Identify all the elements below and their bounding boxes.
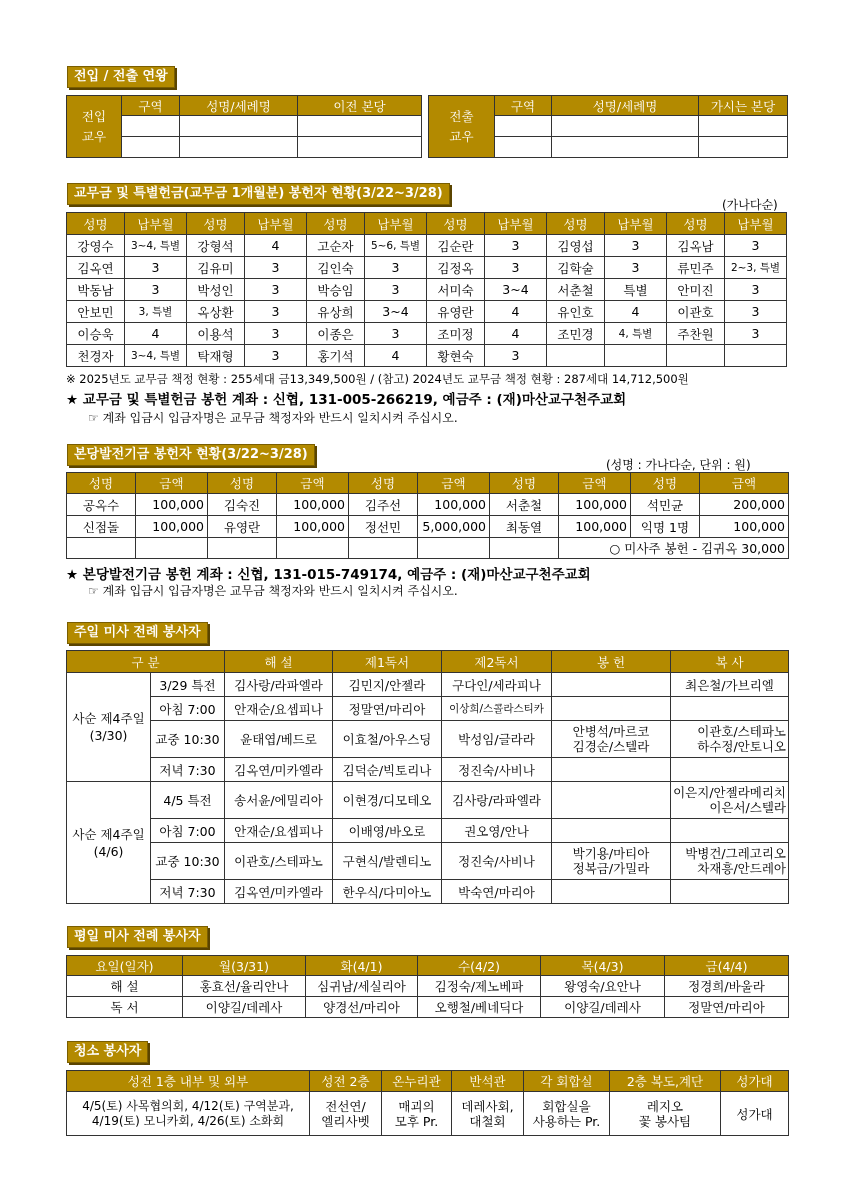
donor-name: 서춘철 [547, 279, 605, 301]
cleaning-cell: 매괴의 모후 Pr. [382, 1092, 452, 1136]
donor-month: 3 [725, 279, 787, 301]
transfer-out-table [428, 95, 788, 158]
donor-month: 3 [245, 279, 307, 301]
cleaning-title: 청소 봉사자 [67, 1041, 148, 1063]
donor-name: 류민주 [667, 257, 725, 279]
donor-name: 강영수 [67, 235, 125, 257]
minister-cell: 정진숙/사비나 [442, 843, 552, 880]
donor-month: 3 [125, 279, 187, 301]
minister-cell: 김정숙/제노베파 [418, 976, 541, 997]
minister-cell: 이상희/스콜라스티카 [442, 697, 552, 721]
minister-cell [552, 880, 671, 904]
donor-name: 유상희 [307, 301, 365, 323]
minister-cell [671, 758, 789, 782]
minister-cell: 송서윤/에밀리아 [225, 782, 333, 819]
header-cell: 온누리관 [382, 1071, 452, 1092]
donor-month: 4 [605, 301, 667, 323]
donor-name: 유영란 [208, 516, 277, 538]
donor-name: 최동열 [490, 516, 559, 538]
header-cell: 수(4/2) [418, 956, 541, 976]
empty-cell [418, 538, 490, 559]
minister-cell: 안재순/요셉피나 [225, 819, 333, 843]
table-header [67, 651, 789, 673]
header-cell: 구역 [122, 96, 180, 116]
donor-name: 공옥수 [67, 494, 136, 516]
minister-cell [671, 880, 789, 904]
donor-name: 김숙진 [208, 494, 277, 516]
header-cell: 목(4/3) [541, 956, 665, 976]
minister-cell: 최은철/가브리엘 [671, 673, 789, 697]
table-row [67, 279, 787, 301]
header-cell: 성명 [349, 473, 418, 494]
donor-name: 이관호 [667, 301, 725, 323]
minister-cell: 이양길/데레사 [541, 997, 665, 1018]
donor-name: 조미정 [427, 323, 485, 345]
header-cell: 제1독서 [333, 651, 442, 673]
donor-amount: 100,000 [700, 516, 789, 538]
header-cell: 봉 헌 [552, 651, 671, 673]
donor-name: 천경자 [67, 345, 125, 367]
donor-month: 3, 특별 [125, 301, 187, 323]
donor-name: 서춘철 [490, 494, 559, 516]
minister-cell: 이배영/바오로 [333, 819, 442, 843]
minister-cell: 정말연/마리아 [665, 997, 789, 1018]
donor-month: 3~4 [485, 279, 547, 301]
header-cell: 성명 [631, 473, 700, 494]
mass-time: 교중 10:30 [151, 721, 225, 758]
minister-cell: 안병석/마르코 김경순/스텔라 [552, 721, 671, 758]
mass-time: 3/29 특전 [151, 673, 225, 697]
header-cell: 성명 [427, 213, 485, 235]
mass-time: 아침 7:00 [151, 819, 225, 843]
minister-cell: 김옥연/미카엘라 [225, 880, 333, 904]
empty-cell [349, 538, 418, 559]
minister-cell: 이관호/스테파노 [225, 843, 333, 880]
donor-name: 탁재형 [187, 345, 245, 367]
donor-name: 석민균 [631, 494, 700, 516]
donor-month: 특별 [605, 279, 667, 301]
transfer-out-label: 전출 교우 [429, 96, 495, 158]
role-label: 해 설 [67, 976, 183, 997]
header-cell: 복 사 [671, 651, 789, 673]
donor-month: 3~4, 특별 [125, 345, 187, 367]
header-cell: 해 설 [225, 651, 333, 673]
mass-group-label: 사순 제4주일 (3/30) [67, 673, 151, 782]
header-cell: 가시는 본당 [699, 96, 788, 116]
cleaning-cell: 4/5(토) 사목협의회, 4/12(토) 구역분과, 4/19(토) 모니카회, 4/26(토) 소화회 [67, 1092, 310, 1136]
minister-cell: 구다인/세라피나 [442, 673, 552, 697]
donor-amount: 100,000 [136, 494, 208, 516]
header-cell: 납부월 [365, 213, 427, 235]
minister-cell [671, 697, 789, 721]
donor-month: 3 [725, 235, 787, 257]
donor-month: 4 [245, 235, 307, 257]
table-row [67, 494, 789, 516]
header-cell: 금액 [418, 473, 490, 494]
minister-cell [552, 673, 671, 697]
donor-name: 김정옥 [427, 257, 485, 279]
header-cell: 납부월 [725, 213, 787, 235]
header-cell: 화(4/1) [306, 956, 418, 976]
table-row [67, 235, 787, 257]
donor-month: 3 [485, 345, 547, 367]
cleaning-cell: 회합실을 사용하는 Pr. [524, 1092, 610, 1136]
header-cell: 성가대 [721, 1071, 789, 1092]
donor-amount: 100,000 [277, 494, 349, 516]
header-cell: 납부월 [485, 213, 547, 235]
table-row [67, 819, 789, 843]
donor-month: 3 [485, 235, 547, 257]
transfer-in-label: 전입 교우 [67, 96, 122, 158]
donor-name: 김유미 [187, 257, 245, 279]
donor-name: 김주선 [349, 494, 418, 516]
mass-time: 저녁 7:30 [151, 880, 225, 904]
donor-name: 옥상환 [187, 301, 245, 323]
transfer-in-table [66, 95, 422, 158]
minister-cell [552, 782, 671, 819]
donor-amount: 100,000 [418, 494, 490, 516]
donor-month: 3 [725, 323, 787, 345]
header-cell: 요일(일자) [67, 956, 183, 976]
donor-month: 3 [245, 257, 307, 279]
donor-month: 3 [485, 257, 547, 279]
donor-month: 3 [365, 257, 427, 279]
minister-cell [671, 819, 789, 843]
minister-cell: 박병건/그레고리오 차재흥/안드레아 [671, 843, 789, 880]
donor-amount: 100,000 [559, 516, 631, 538]
header-cell: 금액 [136, 473, 208, 494]
dues-note1: ※ 2025년도 교무금 책정 현황 : 255세대 금13,349,500원 / (참고) 2024년도 교무금 책정 현황 : 287세대 14,712,500원 [66, 372, 689, 386]
table-row [67, 997, 789, 1018]
header-cell: 이전 본당 [298, 96, 422, 116]
donor-month: 4 [485, 323, 547, 345]
donor-month: 3 [365, 279, 427, 301]
building-title: 본당발전기금 봉헌자 현황(3/22~3/28) [67, 444, 315, 466]
sunday-title: 주일 미사 전례 봉사자 [67, 622, 208, 644]
table-row [67, 758, 789, 782]
table-header [67, 956, 789, 976]
donor-amount: 5,000,000 [418, 516, 490, 538]
empty-cell [277, 538, 349, 559]
table-row [67, 257, 787, 279]
minister-cell: 윤태엽/베드로 [225, 721, 333, 758]
table-row [67, 538, 789, 559]
donor-name: 주찬원 [667, 323, 725, 345]
mass-time: 저녁 7:30 [151, 758, 225, 782]
donor-name: 김옥연 [67, 257, 125, 279]
donor-month: 4 [365, 345, 427, 367]
sunday-table [66, 650, 789, 904]
donor-amount: 100,000 [277, 516, 349, 538]
table-row [67, 782, 789, 819]
minister-cell: 이은지/안젤라메리치 이은서/스텔라 [671, 782, 789, 819]
minister-cell: 박숙연/마리아 [442, 880, 552, 904]
donor-name: 신점돌 [67, 516, 136, 538]
minister-cell: 박기용/마티아 정복금/가밀라 [552, 843, 671, 880]
donor-name: 김학술 [547, 257, 605, 279]
table-row [67, 516, 789, 538]
donor-month: 3 [605, 235, 667, 257]
table-row [67, 843, 789, 880]
header-cell: 성명 [307, 213, 365, 235]
minister-cell: 김옥연/미카엘라 [225, 758, 333, 782]
table-row [67, 345, 787, 367]
minister-cell [552, 819, 671, 843]
donor-name [667, 345, 725, 367]
donor-name: 안보민 [67, 301, 125, 323]
building-table [66, 472, 789, 559]
weekday-title: 평일 미사 전례 봉사자 [67, 926, 208, 948]
donor-name: 이종은 [307, 323, 365, 345]
header-cell: 제2독서 [442, 651, 552, 673]
table-row [67, 880, 789, 904]
header-cell: 금액 [277, 473, 349, 494]
header-cell: 성명 [208, 473, 277, 494]
building-note: ☞ 계좌 입금시 입금자명은 교무금 책정자와 반드시 일치시켜 주십시오. [88, 584, 458, 598]
donor-amount: 200,000 [700, 494, 789, 516]
dues-account: ★ 교무금 및 특별헌금 봉헌 계좌 : 신협, 131-005-266219, 예금주 : (재)마산교구천주교회 [66, 392, 627, 408]
header-cell: 금(4/4) [665, 956, 789, 976]
minister-cell [552, 697, 671, 721]
donor-name: 정선민 [349, 516, 418, 538]
mass-group-label: 사순 제4주일 (4/6) [67, 782, 151, 904]
table-header [67, 1071, 789, 1092]
minister-cell: 양경선/마리아 [306, 997, 418, 1018]
minister-cell: 이양길/데레사 [183, 997, 306, 1018]
donor-name: 유인호 [547, 301, 605, 323]
header-cell: 성명/세례명 [552, 96, 699, 116]
minister-cell: 오행철/베네딕다 [418, 997, 541, 1018]
donor-name: 김인숙 [307, 257, 365, 279]
donor-month: 3 [245, 345, 307, 367]
minister-cell: 홍효선/율리안나 [183, 976, 306, 997]
minister-cell: 안재순/요셉피나 [225, 697, 333, 721]
header-cell: 납부월 [245, 213, 307, 235]
donor-month: 3 [245, 323, 307, 345]
cleaning-cell: 전선연/ 엘리사벳 [310, 1092, 382, 1136]
header-cell: 금액 [559, 473, 631, 494]
header-cell: 성명 [67, 213, 125, 235]
donor-name: 유영란 [427, 301, 485, 323]
dues-note2: ☞ 계좌 입금시 입금자명은 교무금 책정자와 반드시 일치시켜 주십시오. [88, 411, 458, 425]
minister-cell: 정진숙/사비나 [442, 758, 552, 782]
donor-name: 김순란 [427, 235, 485, 257]
donor-month: 4 [125, 323, 187, 345]
donor-name: 안미진 [667, 279, 725, 301]
donor-month: 3 [245, 301, 307, 323]
header-cell: 각 회합실 [524, 1071, 610, 1092]
minister-cell: 이관호/스테파노 하수정/안토니오 [671, 721, 789, 758]
table-row [67, 976, 789, 997]
minister-cell: 이효철/아우스딩 [333, 721, 442, 758]
building-unit-note: (성명 : 가나다순, 단위 : 원) [606, 458, 751, 472]
header-cell: 성명 [667, 213, 725, 235]
minister-cell [552, 758, 671, 782]
header-cell: 금액 [700, 473, 789, 494]
table-row [67, 323, 787, 345]
table-row [67, 673, 789, 697]
donor-name: 박성인 [187, 279, 245, 301]
minister-cell: 김사랑/라파엘라 [225, 673, 333, 697]
donor-month: 3 [725, 301, 787, 323]
donor-name: 홍기석 [307, 345, 365, 367]
header-cell: 납부월 [125, 213, 187, 235]
mass-offering-note: ○ 미사주 봉헌 - 김귀옥 30,000 [559, 538, 789, 559]
header-cell: 성전 1층 내부 및 외부 [67, 1071, 310, 1092]
dues-table [66, 212, 787, 367]
header-cell: 성전 2층 [310, 1071, 382, 1092]
minister-cell: 김민지/안젤라 [333, 673, 442, 697]
minister-cell: 김덕순/빅토리나 [333, 758, 442, 782]
cleaning-cell: 데레사회, 대철회 [452, 1092, 524, 1136]
header-cell: 월(3/31) [183, 956, 306, 976]
table-row [67, 301, 787, 323]
donor-name: 이용석 [187, 323, 245, 345]
donor-month: 2~3, 특별 [725, 257, 787, 279]
role-label: 독 서 [67, 997, 183, 1018]
dues-title: 교무금 및 특별헌금(교무금 1개월분) 봉헌자 현황(3/22~3/28) [67, 183, 450, 205]
header-cell: 성명/세례명 [180, 96, 298, 116]
donor-name: 서미숙 [427, 279, 485, 301]
minister-cell: 정말연/마리아 [333, 697, 442, 721]
donor-name: 조민경 [547, 323, 605, 345]
minister-cell: 왕영숙/요안나 [541, 976, 665, 997]
minister-cell: 이현경/디모테오 [333, 782, 442, 819]
dues-sort-note: (가나다순) [722, 198, 778, 212]
donor-month: 3 [125, 257, 187, 279]
donor-name [547, 345, 605, 367]
donor-month: 3~4, 특별 [125, 235, 187, 257]
donor-name: 익명 1명 [631, 516, 700, 538]
donor-name: 황현숙 [427, 345, 485, 367]
empty-cell [490, 538, 559, 559]
donor-name: 고순자 [307, 235, 365, 257]
header-cell: 구역 [495, 96, 552, 116]
empty-cell [208, 538, 277, 559]
cleaning-cell: 성가대 [721, 1092, 789, 1136]
table-row [67, 721, 789, 758]
table-row [67, 1092, 789, 1136]
minister-cell: 박성임/글라라 [442, 721, 552, 758]
mass-time: 4/5 특전 [151, 782, 225, 819]
mass-time: 교중 10:30 [151, 843, 225, 880]
header-cell: 성명 [547, 213, 605, 235]
cleaning-cell: 레지오 꽃 봉사팀 [610, 1092, 721, 1136]
donor-amount: 100,000 [559, 494, 631, 516]
donor-name: 김영섭 [547, 235, 605, 257]
donor-name: 박동남 [67, 279, 125, 301]
donor-month: 5~6, 특별 [365, 235, 427, 257]
weekday-table [66, 955, 789, 1018]
header-cell: 반석관 [452, 1071, 524, 1092]
empty-cell [67, 538, 136, 559]
header-cell: 구 분 [67, 651, 225, 673]
donor-month: 4, 특별 [605, 323, 667, 345]
minister-cell: 심귀남/세실리아 [306, 976, 418, 997]
minister-cell: 김사랑/라파엘라 [442, 782, 552, 819]
donor-month: 3~4 [365, 301, 427, 323]
header-cell: 납부월 [605, 213, 667, 235]
donor-name: 이승욱 [67, 323, 125, 345]
table-row [67, 697, 789, 721]
header-cell: 성명 [187, 213, 245, 235]
header-cell: 성명 [67, 473, 136, 494]
building-account: ★ 본당발전기금 봉헌 계좌 : 신협, 131-015-749174, 예금주 : (재)마산교구천주교회 [66, 567, 591, 583]
cleaning-table [66, 1070, 789, 1136]
header-cell: 2층 복도,계단 [610, 1071, 721, 1092]
minister-cell: 권오영/안나 [442, 819, 552, 843]
donor-name: 박승임 [307, 279, 365, 301]
donor-month: 4 [485, 301, 547, 323]
donor-amount: 100,000 [136, 516, 208, 538]
donor-month [725, 345, 787, 367]
minister-cell: 정경희/바울라 [665, 976, 789, 997]
donor-month: 3 [605, 257, 667, 279]
header-cell: 성명 [490, 473, 559, 494]
donor-month: 3 [365, 323, 427, 345]
minister-cell: 한우식/다미아노 [333, 880, 442, 904]
transfer-title: 전입 / 전출 연왕 [67, 66, 175, 88]
donor-name: 강형석 [187, 235, 245, 257]
donor-month [605, 345, 667, 367]
mass-time: 아침 7:00 [151, 697, 225, 721]
minister-cell: 구현식/발렌티노 [333, 843, 442, 880]
empty-cell [136, 538, 208, 559]
donor-name: 김옥남 [667, 235, 725, 257]
